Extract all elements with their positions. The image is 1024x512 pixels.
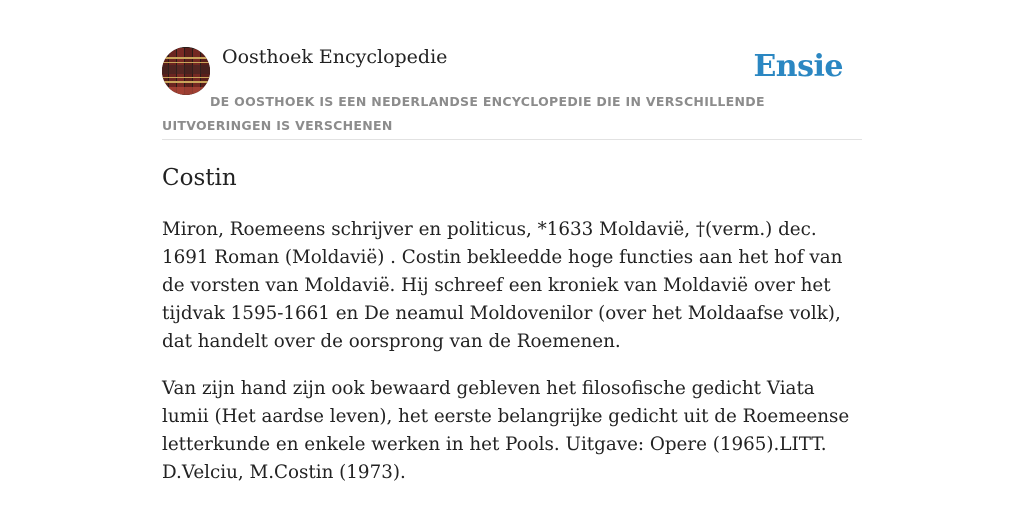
- article-paragraph: Van zijn hand zijn ook bewaard gebleven het filosofische gedicht Viata lumii (Het aardse leven), het eerste belangrijke gedicht uit de Roemeense letterkunde en enkele werken in het Pools. Uitgave: Opere (1965).LITT. D.Velciu, M.Costin (1973).: [162, 378, 850, 483]
- site-header: [162, 44, 862, 140]
- article-title: Costin: [162, 165, 237, 191]
- encyclopedia-books-icon[interactable]: [162, 47, 210, 95]
- article-paragraph: Miron, Roemeens schrijver en politicus, *1633 Moldavië, †(verm.) dec. 1691 Roman (Moldavië) . Costin bekleedde hoge functies aan het hof van de vorsten van Moldavië. Hij schreef een kroniek van Moldavië over het tijdvak 1595-1661 en De neamul Moldovenilor (over het Moldaafse volk), dat handelt over de oorsprong van de Roemenen.: [162, 219, 843, 352]
- article: [162, 162, 862, 487]
- header-divider: [162, 139, 862, 140]
- site-name[interactable]: Oosthoek Encyclopedie: [222, 46, 448, 68]
- brand-logo[interactable]: Ensie: [753, 49, 843, 84]
- site-tagline: DE OOSTHOEK IS EEN NEDERLANDSE ENCYCLOPEDIE DIE IN VERSCHILLENDE UITVOERINGEN IS VERSCHENEN: [162, 94, 765, 133]
